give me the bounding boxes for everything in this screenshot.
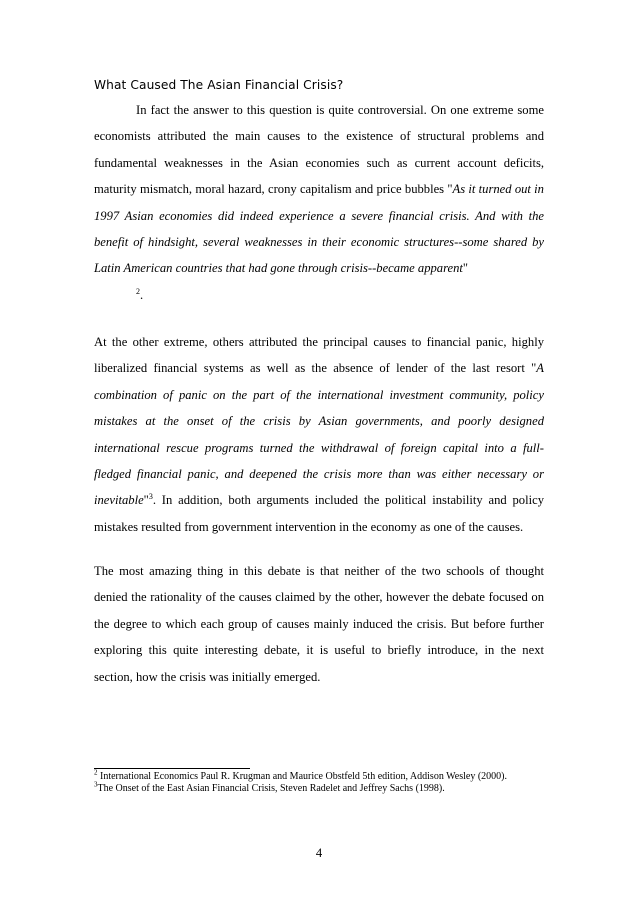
paragraph-2-rest: . In addition, both arguments included the political instability and policy mistakes resulted from government intervention in the economy as one of the causes. — [94, 493, 544, 534]
paragraph-2-quote-close: " — [143, 493, 149, 508]
paragraph-3: The most amazing thing in this debate is that neither of the two schools of thought denied the rationality of the causes claimed by the other, however the debate focused on the degree to which each group of causes mainly induced the crisis. But before further exploring this quite interesting debate, it is useful to briefly introduce, in the next section, how the crisis was initially emerged. — [94, 564, 544, 684]
paragraph-1-intro: In fact the answer to this question is quite controversial. On one extreme some economists attributed the main causes to the existence of structural problems and fundamental weaknesses in the Asian economies such as current account deficits, maturity mismatch, moral hazard, crony capitalism and price bubbles " — [94, 103, 544, 197]
footnote-2-text: International Economics Paul R. Krugman and Maurice Obstfeld 5th edition, Addison Wesley (2000). — [97, 771, 507, 782]
footnote-3-text: The Onset of the East Asian Financial Crisis, Steven Radelet and Jeffrey Sachs (1998). — [97, 782, 445, 794]
footnote-separator — [94, 768, 250, 769]
section-heading: What Caused The Asian Financial Crisis? — [94, 78, 344, 92]
paragraph-1-quote: As it turned out in 1997 Asian economies did indeed experience a severe financial crisis. And with the benefit of hindsight, several weaknesses in their economic structures--some shared by Latin American countries that had gone through crisis--became apparent — [94, 182, 544, 276]
footnote-3-number: 3 — [94, 780, 98, 789]
footnote-3 — [94, 780, 544, 795]
footnote-ref-3: 3 — [148, 492, 153, 502]
paragraph-2-intro: At the other extreme, others attributed the principal causes to financial panic, highly liberalized financial systems as well as the absence of lender of the last resort " — [94, 335, 544, 376]
paragraph-2 — [94, 329, 544, 540]
paragraph-2-quote: A combination of panic on the part of the international investment community, policy mistakes at the onset of the crisis by Asian governments, and poorly designed international rescue programs turned the withdrawal of foreign capital into a full-fledged financial panic, and deepened the crisis more than was either necessary or inevitable — [94, 361, 544, 508]
footnotes — [94, 768, 544, 795]
footnote-marker-2 — [94, 282, 544, 308]
page-number: 4 — [315, 846, 323, 860]
footnote-2 — [94, 768, 544, 783]
footnote-ref-2-period: . — [140, 287, 144, 302]
paragraph-1 — [94, 97, 544, 308]
paragraph-1-quote-close: " — [462, 261, 469, 276]
footnote-2-number: 2 — [94, 768, 98, 777]
footnote-ref-2: 2 — [136, 286, 140, 296]
